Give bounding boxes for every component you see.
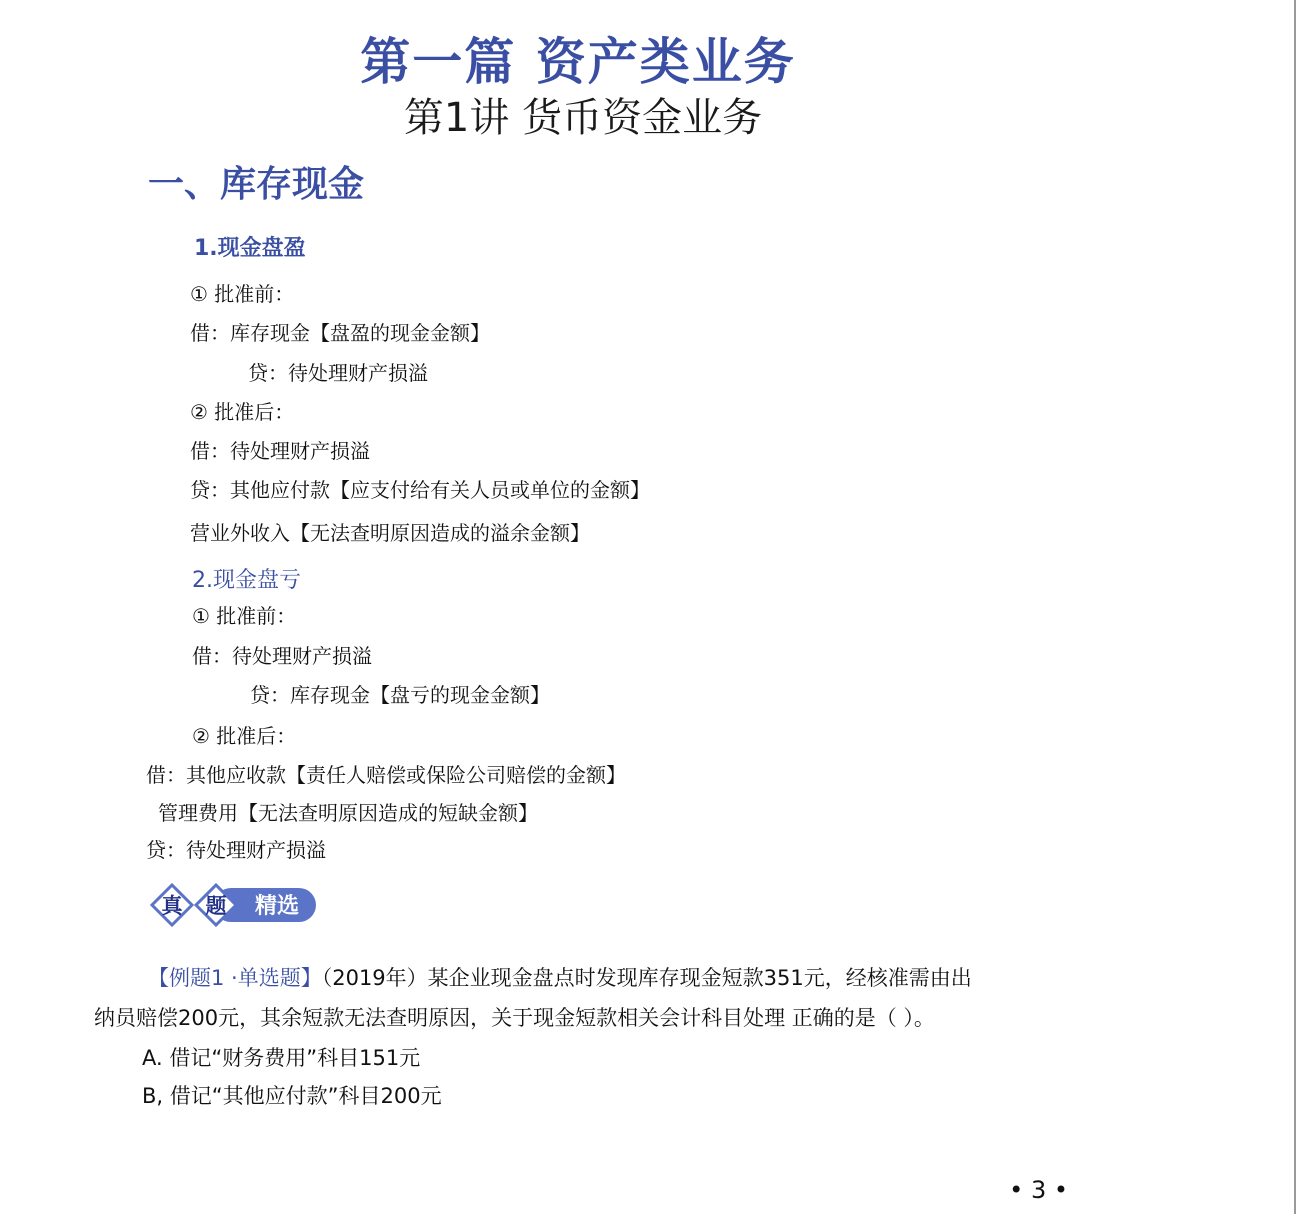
shortage-step2-label: ② 批准后： <box>192 724 297 748</box>
shortage-step2-debit: 借：其他应收款【责任人赔偿或保险公司赔偿的金额】 <box>146 763 626 787</box>
surplus-step2-debit: 借：待处理财产损溢 <box>190 439 370 463</box>
lecture-title: 第1讲 货币资金业务 <box>403 95 763 141</box>
badge-char-2: 题 <box>205 893 227 918</box>
shortage-step1-label: ① 批准前： <box>192 604 297 628</box>
example-label: 【例题1 ·单选题】 <box>148 966 322 990</box>
surplus-step2-credit2: 营业外收入【无法查明原因造成的溢余金额】 <box>190 521 590 545</box>
surplus-step2-label: ② 批准后： <box>190 400 295 424</box>
part-title: 第一篇 资产类业务 <box>360 32 796 91</box>
badge-char-1: 真 <box>161 893 183 918</box>
example-line2: 纳员赔偿200元，其余短款无法查明原因，关于现金短款相关会计科目处理 正确的是（ ）。 <box>94 1006 935 1030</box>
badge-char-3: 精选 <box>254 893 300 919</box>
page-number: • 3 • <box>1009 1176 1068 1204</box>
shortage-step2-credit: 贷：待处理财产损溢 <box>146 838 326 862</box>
option-b: B, 借记“其他应付款”科目200元 <box>142 1084 442 1108</box>
surplus-step1-debit: 借：库存现金【盘盈的现金金额】 <box>190 321 490 345</box>
surplus-step1-credit: 贷：待处理财产损溢 <box>248 361 428 385</box>
example-line1 <box>148 962 972 992</box>
option-a: A. 借记“财务费用”科目151元 <box>142 1046 421 1070</box>
shortage-step1-credit: 贷：库存现金【盘亏的现金金额】 <box>250 683 550 707</box>
example-stem-1: （2019年）某企业现金盘点时发现库存现金短款351元，经核准需由出 <box>321 966 972 990</box>
shortage-step2-debit2: 管理费用【无法查明原因造成的短缺金额】 <box>158 801 538 825</box>
surplus-step1-label: ① 批准前： <box>190 282 295 306</box>
exam-selection-badge <box>150 882 320 928</box>
shortage-heading: 2.现金盘亏 <box>192 568 301 593</box>
section-title: 一、库存现金 <box>148 163 365 205</box>
surplus-step2-credit: 贷：其他应付款【应支付给有关人员或单位的金额】 <box>190 478 650 502</box>
shortage-step1-debit: 借：待处理财产损溢 <box>192 644 372 668</box>
surplus-heading: 1.现金盘盈 <box>194 236 306 261</box>
